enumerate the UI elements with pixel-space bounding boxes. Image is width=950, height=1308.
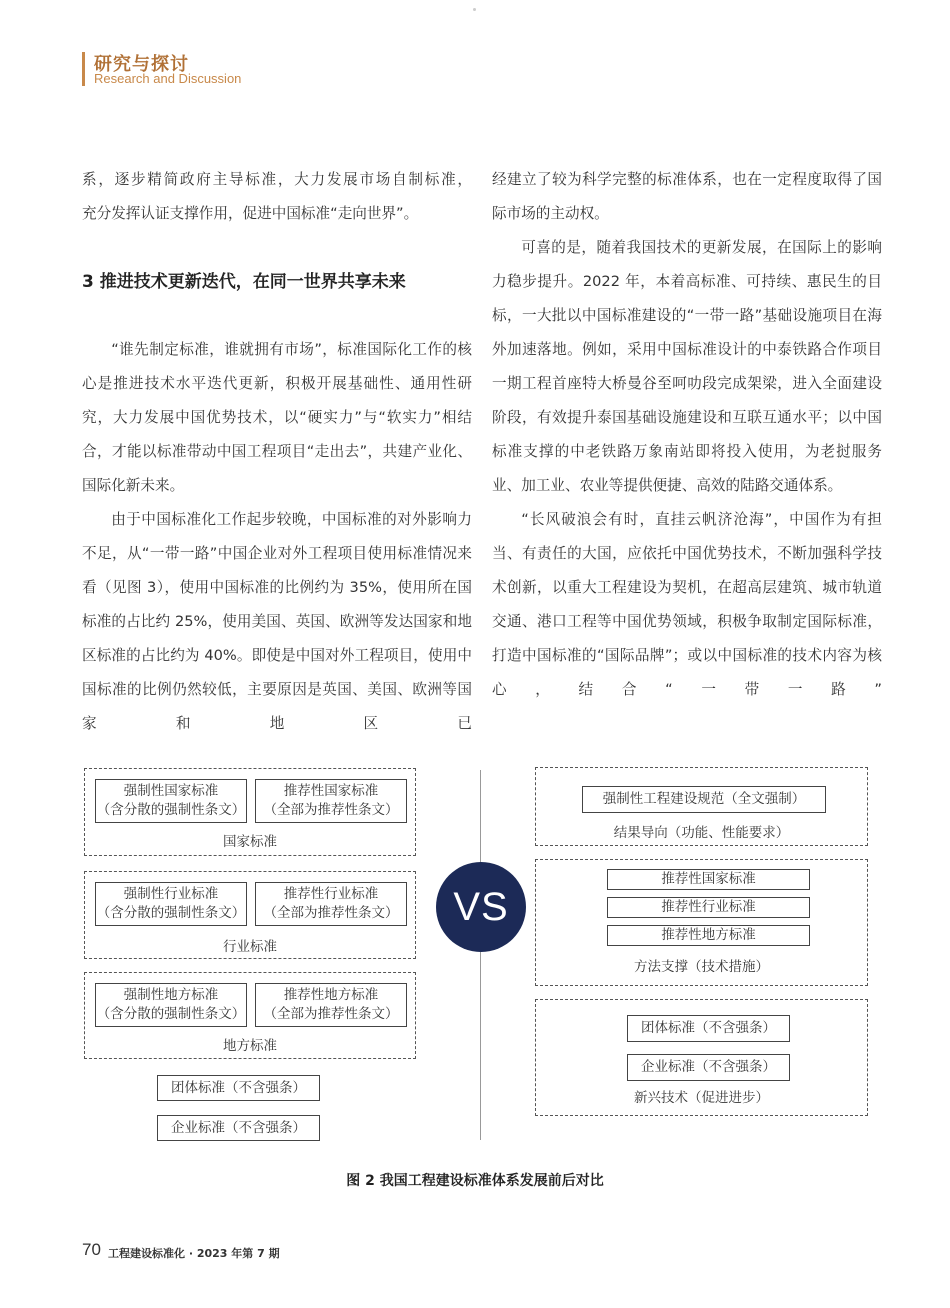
mandatory-local-title: 强制性地方标准 [123, 987, 219, 1003]
local-standards-label: 地方标准 [223, 1038, 277, 1054]
mandatory-local-box [95, 983, 247, 1027]
group-standard-box-left: 团体标准（不含强条） [157, 1075, 320, 1101]
figure-caption: 图 2 我国工程建设标准体系发展前后对比 [346, 1173, 604, 1189]
top-dot [473, 8, 476, 11]
recommended-industry-box [255, 882, 407, 926]
mandatory-local-note: （含分散的强制性条文） [96, 1006, 246, 1022]
mandatory-national-title: 强制性国家标准 [123, 783, 219, 799]
method-support-label: 方法支撑（技术措施） [634, 959, 769, 975]
mandatory-industry-title: 强制性行业标准 [123, 886, 219, 902]
left-p1-line1: 系，逐步精简政府主导标准，大力发展市场自制标准， [82, 171, 472, 188]
left-column [82, 163, 472, 741]
left-paragraph-3: 由于中国标准化工作起步较晚，中国标准的对外影响力不足，从“一带一路”中国企业对外工程项目使用标准情况来看（见图 3），使用中国标准的比例约为 35%，使用所在国标准的占比约 25%，使用美国、英国、欧洲等发达国家和地区标准的占比约为 40%。即使是中国对外工程项目，使用中国标准的比例仍然较低，主要原因是英国、美国、欧洲等国家和地区已 [82, 511, 472, 732]
mandatory-national-box [95, 779, 247, 823]
recommended-national-note: （全部为推荐性条文） [263, 802, 399, 818]
emerging-tech-label: 新兴技术（促进进步） [634, 1090, 769, 1106]
mandatory-spec-box: 强制性工程建设规范（全文强制） [582, 786, 826, 813]
recommended-national-box [255, 779, 407, 823]
vs-badge: VS [436, 862, 526, 952]
recommended-local-box [255, 983, 407, 1027]
industry-standards-label: 行业标准 [223, 939, 277, 955]
rec-national-box: 推荐性国家标准 [607, 869, 810, 890]
rec-industry-box: 推荐性行业标准 [607, 897, 810, 918]
mandatory-industry-box [95, 882, 247, 926]
section-title-en: Research and Discussion [94, 71, 242, 86]
enterprise-standard-box-left: 企业标准（不含强条） [157, 1115, 320, 1141]
result-oriented-label: 结果导向（功能、性能要求） [613, 825, 790, 841]
recommended-industry-title: 推荐性行业标准 [283, 886, 379, 902]
right-paragraph-3: “长风破浪会有时，直挂云帆济沧海”，中国作为有担当、有责任的大国，应依托中国优势技术，不断加强科学技术创新，以重大工程建设为契机，在超高层建筑、城市轨道交通、港口工程等中国优势领域，积极争取制定国际标准，打造中国标准的“国际品牌”；或以中国标准的技术内容为核心，结合“一带一路” [492, 511, 882, 698]
left-paragraph-2: “谁先制定标准，谁就拥有市场”，标准国际化工作的核心是推进技术水平迭代更新，积极开展基础性、通用性研究，大力发展中国优势技术，以“硬实力”与“软实力”相结合，才能以标准带动中国工程项目“走出去”，共建产业化、国际化新未来。 [82, 341, 472, 494]
mandatory-industry-note: （含分散的强制性条文） [96, 905, 246, 921]
section-heading: 3 推进技术更新迭代，在同一世界共享未来 [82, 272, 406, 292]
right-column [492, 163, 882, 707]
enterprise-standard-box-right: 企业标准（不含强条） [627, 1054, 790, 1081]
recommended-local-title: 推荐性地方标准 [283, 987, 379, 1003]
rec-local-box: 推荐性地方标准 [607, 925, 810, 946]
group-standard-box-right: 团体标准（不含强条） [627, 1015, 790, 1042]
right-paragraph-2: 可喜的是，随着我国技术的更新发展，在国际上的影响力稳步提升。2022 年，本着高标准、可持续、惠民生的目标，一大批以中国标准建设的“一带一路”基础设施项目在海外加速落地。例如，采用中国标准设计的中泰铁路合作项目一期工程首座特大桥曼谷至呵叻段完成架梁，进入全面建设阶段，有效提升泰国基础设施建设和互联互通水平；以中国标准支撑的中老铁路万象南站即将投入使用，为老挝服务业、加工业、农业等提供便捷、高效的陆路交通体系。 [492, 239, 882, 494]
right-paragraph-1: 经建立了较为科学完整的标准体系，也在一定程度取得了国际市场的主动权。 [492, 171, 882, 222]
recommended-industry-note: （全部为推荐性条文） [263, 905, 399, 921]
section-title-cn: 研究与探讨 [94, 54, 189, 75]
national-standards-label: 国家标准 [223, 834, 277, 850]
section-accent-bar [82, 52, 85, 86]
page-number: 70 [82, 1240, 101, 1259]
recommended-local-note: （全部为推荐性条文） [263, 1006, 399, 1022]
mandatory-national-note: （含分散的强制性条文） [96, 802, 246, 818]
recommended-national-title: 推荐性国家标准 [283, 783, 379, 799]
left-p1-line2: 充分发挥认证支撑作用，促进中国标准“走向世界”。 [82, 205, 419, 222]
journal-info: 工程建设标准化 · 2023 年第 7 期 [108, 1247, 280, 1260]
figure-divider [480, 770, 481, 1140]
